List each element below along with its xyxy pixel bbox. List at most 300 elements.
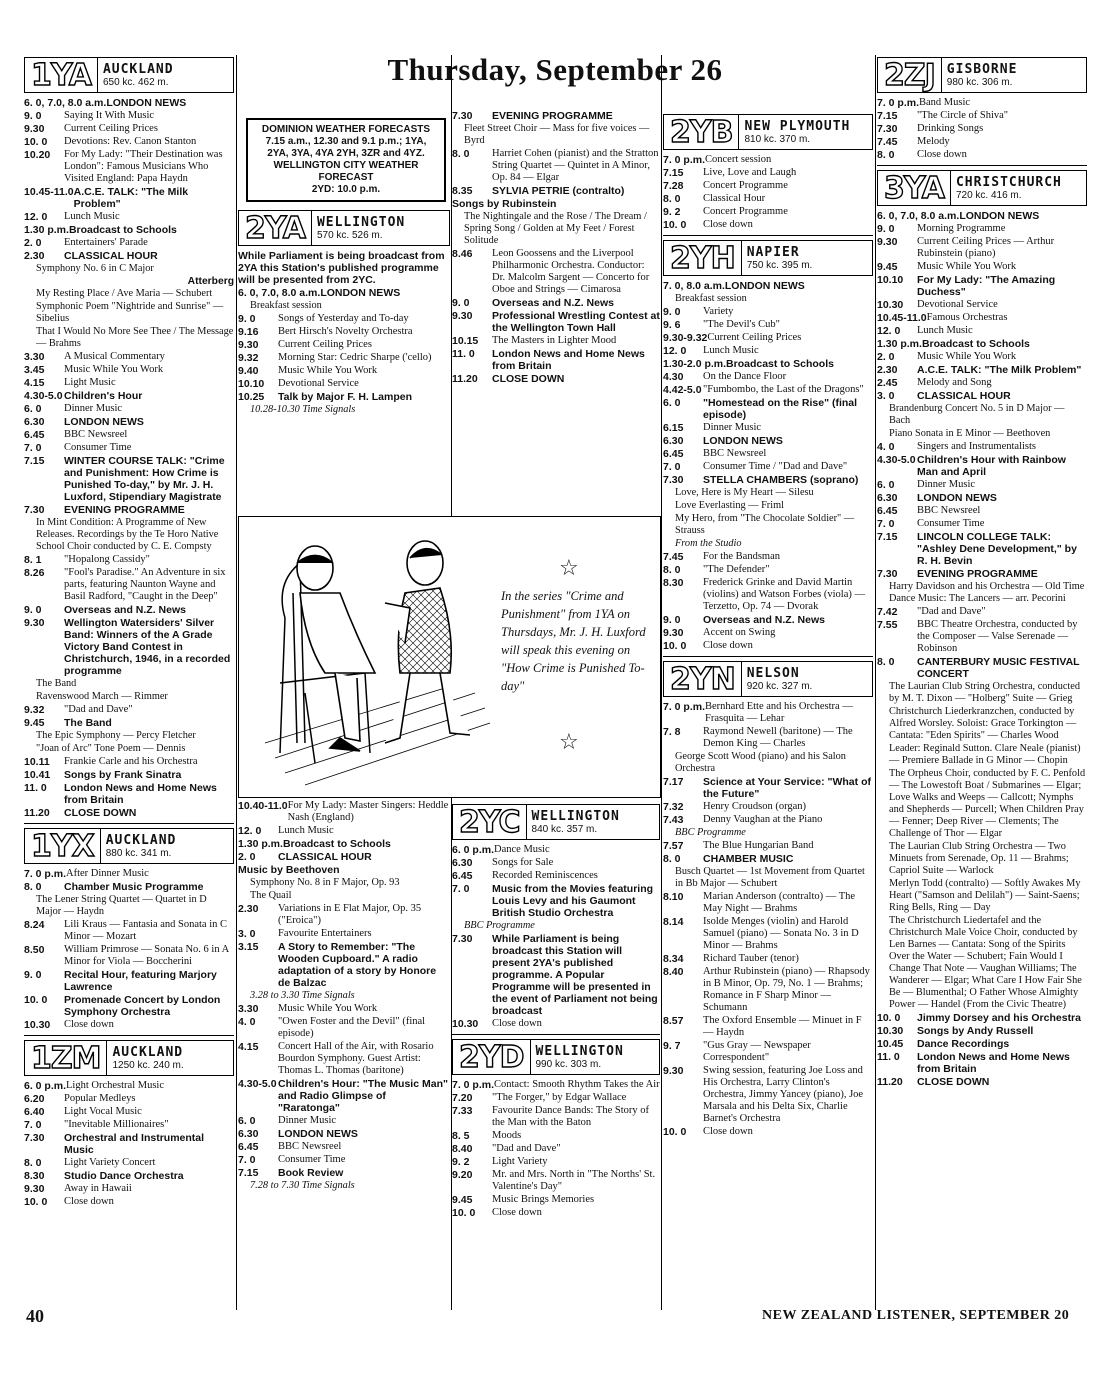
programme-title: Songs for Sale [492, 857, 554, 868]
programme-time: 9.30 [663, 1065, 684, 1077]
programme-row [24, 1170, 234, 1182]
programme-title: LONDON NEWS [320, 287, 401, 299]
programme-row [877, 325, 1087, 337]
programme-row [452, 1130, 660, 1142]
station-call: 1ZM [31, 1040, 101, 1076]
programme-row [24, 944, 234, 968]
programme-time: 8. 5 [452, 1130, 470, 1142]
programme-title: Classical Hour [703, 193, 766, 204]
programme-time: 6.15 [663, 422, 684, 434]
programme-title: Popular Medleys [64, 1093, 136, 1104]
station-header-2yb [663, 114, 873, 150]
station-header-3ya [877, 170, 1087, 206]
programme-list-2ya-evening [452, 110, 660, 385]
programme-row [663, 726, 873, 750]
programme-title: CLOSE DOWN [917, 1076, 990, 1088]
programme-title: The Masters in Lighter Mood [492, 335, 617, 346]
programme-title: STELLA CHAMBERS (soprano) [703, 474, 859, 486]
programme-row [877, 351, 1087, 363]
programme-time: 9.20 [452, 1169, 473, 1181]
programme-row [238, 352, 450, 364]
programme-title: Morning Programme [917, 223, 1006, 234]
programme-time: 9.30 [24, 123, 45, 135]
programme-title: Close down [703, 640, 753, 651]
programme-row [877, 377, 1087, 389]
station-frequency: 1250 kc. 240 m. [112, 1060, 184, 1071]
station-frequency: 920 kc. 327 m. [746, 681, 813, 692]
programme-title: "Owen Foster and the Devil" (final episode) [278, 1016, 426, 1039]
programme-row [452, 1018, 660, 1030]
programme-row [877, 492, 1087, 504]
programme-title: Away in Hawaii [64, 1183, 132, 1194]
programme-time: 7.17 [663, 776, 684, 788]
programme-row [238, 250, 450, 286]
programme-row [663, 461, 873, 473]
programme-title: CLASSICAL HOUR [917, 390, 1011, 402]
programme-title: Current Ceiling Prices [278, 339, 372, 350]
programme-title: Orchestral and Instrumental Music [64, 1132, 205, 1156]
programme-row [663, 448, 873, 460]
programme-row [24, 504, 234, 516]
programme-title: LONDON NEWS [106, 97, 187, 109]
station-frequency: 570 kc. 526 m. [316, 230, 383, 241]
programme-detail: The Laurian Club String Orchestra — Two Minuets from Serenade, Op. 11 — Brahms; Capriol Suite — Warlock [889, 841, 1069, 876]
programme-row [238, 365, 450, 377]
programme-row [663, 1065, 873, 1125]
programme-time: 7.45 [877, 136, 898, 148]
programme-row [877, 656, 1087, 680]
programme-row [24, 1106, 234, 1118]
programme-title: LONDON NEWS [64, 416, 144, 428]
programme-time: 8.46 [452, 248, 473, 260]
programme-title: Music Brings Memories [492, 1194, 595, 1205]
programme-time: 7.20 [452, 1092, 473, 1104]
programme-row [24, 136, 234, 148]
programme-title: William Primrose — Sonata No. 6 in A Minor for Viola — Boccherini [64, 944, 229, 967]
programme-time: 1.30 p.m. [24, 224, 69, 236]
programme-time: 2.45 [877, 377, 898, 389]
programme-title: CHAMBER MUSIC [703, 853, 794, 865]
programme-row [24, 567, 234, 603]
programme-time: 9.45 [877, 261, 898, 273]
programme-time: 9.30 [877, 236, 898, 248]
programme-time: 10.30 [877, 1025, 904, 1037]
programme-row [24, 1119, 234, 1131]
programme-title: Bert Hirsch's Novelty Orchestra [278, 326, 413, 337]
programme-time: 9.45 [24, 717, 45, 729]
programme-time: 10.10 [877, 274, 904, 286]
programme-row [663, 614, 873, 626]
programme-title: Music While You Work [278, 1003, 378, 1014]
programme-row [663, 966, 873, 1014]
programme-title: LONDON NEWS [724, 280, 805, 292]
programme-title: Marian Anderson (contralto) — The May Night — Brahms [703, 891, 856, 914]
programme-row [663, 397, 873, 421]
programme-row [663, 332, 873, 344]
programme-time: 8. 0 [663, 564, 681, 576]
programme-detail: Symphony No. 8 in F Major, Op. 93 [250, 877, 400, 888]
programme-row [238, 1141, 450, 1153]
programme-row [877, 299, 1087, 311]
programme-title: Concert Programme [703, 180, 788, 191]
programme-time: 9.32 [24, 704, 45, 716]
programme-time: 10.15 [452, 335, 479, 347]
programme-time: 1.30 p.m. [877, 338, 922, 350]
programme-title: For My Lady: "Their Destination was London": Famous Musicians Who Visited England: Papa Haydn [64, 149, 223, 184]
programme-title: "Hopalong Cassidy" [64, 554, 150, 565]
programme-list-2yc [452, 844, 660, 1030]
programme-detail: Christchurch Liederkranzchen, conducted by Alfred Worsley. Soloist: Grace Torkington — Cantata: "Eden Spirits" — Charles Wood [889, 706, 1077, 741]
programme-title: Bernhard Ette and his Orchestra — Frasquita — Lehar [705, 701, 853, 724]
programme-time: 4. 0 [877, 441, 895, 453]
column-rule [236, 55, 237, 1310]
programme-title: Favourite Entertainers [278, 928, 372, 939]
programme-time: 8. 0 [24, 1157, 42, 1169]
programme-row [877, 1051, 1087, 1075]
cartoon-illustration-box [238, 516, 661, 798]
programme-time: 7.30 [24, 504, 45, 516]
programme-row [24, 351, 234, 363]
programme-time: 9. 0 [24, 604, 42, 616]
programme-time: 3. 0 [238, 928, 256, 940]
programme-row [452, 248, 660, 296]
programme-time: 10.10 [238, 378, 265, 390]
programme-time: 2.30 [877, 364, 898, 376]
programme-title: Talk by Major F. H. Lampen [278, 391, 412, 403]
programme-row [24, 868, 234, 880]
programme-detail: Harry Davidson and his Orchestra — Old Time Dance Music: The Lancers — arr. Pecorini [889, 581, 1085, 604]
programme-title: Children's Hour [64, 390, 143, 402]
station-header-2yh [663, 240, 873, 276]
programme-time: 8. 1 [24, 554, 42, 566]
programme-title: Close down [64, 1196, 114, 1207]
programme-row [238, 1154, 450, 1166]
composer-credit: Atterberg [187, 276, 234, 287]
programme-time: 7. 0 p.m. [663, 154, 706, 166]
programme-time: 10.30 [452, 1018, 479, 1030]
programme-title: LONDON NEWS [703, 435, 783, 447]
weather-city: WELLINGTON CITY WEATHER FORECAST [273, 160, 419, 183]
programme-detail: Breakfast session [250, 300, 322, 311]
programme-row [877, 136, 1087, 148]
programme-row [452, 110, 660, 122]
programme-detail: Brandenburg Concert No. 5 in D Major — Bach [889, 403, 1065, 426]
programme-time: 12. 0 [238, 825, 262, 837]
programme-title: "Fool's Paradise." An Adventure in six parts, featuring Naunton Wayne and Basil Radford, "Caught in the Deep" [64, 567, 226, 602]
programme-title: Broadcast to Schools [282, 838, 391, 850]
programme-title: CANTERBURY MUSIC FESTIVAL CONCERT [917, 656, 1080, 680]
programme-time: 8. 0 [663, 853, 681, 865]
programme-time: 4. 0 [238, 1016, 256, 1028]
programme-title: "The Defender" [703, 564, 770, 575]
programme-title: Melody [917, 136, 950, 147]
programme-title: Songs by Frank Sinatra [64, 769, 182, 781]
programme-row [663, 193, 873, 205]
programme-row [238, 1003, 450, 1015]
programme-time: 7. 8 [663, 726, 681, 738]
programme-detail: The Christchurch Liedertafel and the Christchurch Male Voice Choir, conducted by Len Barnes — Cantata: Song of the Spirits Over the Water — Schubert; Fain Would I Change That Note — Vaughan Williams; The Wanderer — Elgar; What Care I How Fair She Be — Blumenthal; O Father Whose Almighty Power — Handel (From the Civic Theatre) [889, 915, 1082, 1010]
programme-time: 8.10 [663, 891, 684, 903]
programme-time: 10. 0 [24, 994, 48, 1006]
programme-row [24, 416, 234, 428]
programme-row [24, 617, 234, 677]
star-icon: ☆ [559, 555, 579, 580]
programme-time: 11.20 [452, 373, 478, 385]
programme-title: While Parliament is being broadcast from 2YA this Station's published programme will be presented from 2YC. [238, 250, 445, 286]
programme-time: 4.15 [24, 377, 45, 389]
programme-row [877, 441, 1087, 453]
programme-time: 3. 0 [877, 390, 895, 402]
programme-title: Devotions: Rev. Canon Stanton [64, 136, 197, 147]
programme-list-2yn [663, 701, 873, 1138]
programme-detail: Symphony No. 6 in C Major [36, 263, 154, 274]
programme-title: Light Variety Concert [64, 1157, 156, 1168]
programme-row [663, 1040, 873, 1064]
programme-row [452, 933, 660, 1017]
programme-row [877, 619, 1087, 655]
programme-title: BBC Newsreel [64, 429, 128, 440]
programme-title: Entertainers' Parade [64, 237, 148, 248]
programme-row [452, 1143, 660, 1155]
programme-row [452, 870, 660, 882]
programme-row [663, 306, 873, 318]
programme-row [663, 206, 873, 218]
programme-row [877, 338, 1087, 350]
programme-row [24, 224, 234, 236]
programme-title: Songs by Andy Russell [917, 1025, 1034, 1037]
programme-row [24, 455, 234, 503]
programme-detail: Ravenswood March — Rimmer [36, 691, 168, 702]
programme-detail: Merlyn Todd (contralto) — Softly Awakes My Heart ("Samson and Delilah") — Saint-Saens; Ring Bells, Ring — Day [889, 878, 1081, 913]
programme-row [663, 814, 873, 826]
programme-title: Morning Star: Cedric Sharpe ('cello) [278, 352, 432, 363]
programme-row [24, 704, 234, 716]
programme-title: Consumer Time [278, 1154, 346, 1165]
programme-title: LINCOLN COLLEGE TALK: "Ashley Dene Development," by R. H. Bevin [917, 531, 1077, 567]
programme-time: 6. 0, 7.0, 8.0 a.m. [238, 287, 321, 299]
programme-title: Lunch Music [917, 325, 973, 336]
programme-time: 7. 0 [663, 461, 681, 473]
programme-title: Famous Orchestras [926, 312, 1008, 323]
programme-time: 10. 0 [663, 219, 687, 231]
programme-time: 10. 0 [452, 1207, 476, 1219]
programme-row [238, 838, 450, 850]
programme-detail: The Nightingale and the Rose / The Dream / Spring Song / Golden at My Feet / Forest Solitude [464, 211, 647, 246]
programme-time: 8.40 [663, 966, 684, 978]
programme-time: 4.30-5.0 [238, 1078, 277, 1090]
programme-detail: 3.28 to 3.30 Time Signals [250, 990, 355, 1001]
programme-row [24, 429, 234, 441]
programme-time: 7.42 [877, 606, 898, 618]
programme-detail: BBC Programme [464, 920, 535, 931]
weather-forecast-box [246, 118, 446, 202]
station-city: WELLINGTON [535, 1044, 624, 1059]
programme-row [24, 769, 234, 781]
programme-row [663, 776, 873, 800]
programme-time: 6.20 [24, 1093, 45, 1105]
programme-title: BBC Newsreel [917, 505, 981, 516]
programme-list-1zm [24, 1080, 234, 1208]
station-city: CHRISTCHURCH [955, 175, 1062, 190]
programme-title: Studio Dance Orchestra [64, 1170, 184, 1182]
programme-title: Broadcast to Schools [921, 338, 1030, 350]
programme-time: 6.40 [24, 1106, 45, 1118]
programme-row [452, 1194, 660, 1206]
programme-title: Close down [703, 1126, 753, 1137]
programme-title: Music While You Work [278, 365, 378, 376]
programme-row [24, 1019, 234, 1031]
programme-title: The Blue Hungarian Band [703, 840, 814, 851]
programme-time: 12. 0 [877, 325, 901, 337]
programme-time: 8. 0 [877, 149, 895, 161]
programme-title: CLOSE DOWN [64, 807, 137, 819]
programme-title: Broadcast to Schools [726, 358, 834, 370]
programme-time: 12. 0 [663, 345, 687, 357]
cartoon-caption: In the series "Crime and Punishment" from 1YA on Thursdays, Mr. J. H. Luxford will speak this evening on "How Crime is Punished To-day" [501, 589, 646, 693]
programme-time: 7.30 [452, 933, 473, 945]
programme-time: 8. 0 [877, 656, 895, 668]
programme-title: Dinner Music [917, 479, 976, 490]
programme-time: 10. 0 [24, 1196, 48, 1208]
programme-title: While Parliament is being broadcast this Station will present 2YA's published programme. A Popular Programme will be presented in the event of Parliament not being broadcast [492, 933, 658, 1017]
station-call: 2YC [459, 804, 520, 840]
programme-row [452, 148, 660, 184]
programme-time: 7.30 [877, 123, 898, 135]
programme-title: Live, Love and Laugh [703, 167, 797, 178]
programme-time: 9. 0 [663, 614, 681, 626]
programme-row [877, 1012, 1087, 1024]
programme-time: 7. 0 p.m. [877, 97, 920, 109]
programme-time: 9. 0 [24, 969, 42, 981]
programme-time: 10.30 [24, 1019, 51, 1031]
programme-row [24, 881, 234, 893]
programme-row [24, 1080, 234, 1092]
station-call: 2YD [459, 1039, 524, 1075]
programme-row [877, 1076, 1087, 1088]
programme-time: 9. 6 [663, 319, 681, 331]
programme-row [238, 800, 450, 824]
programme-time: 10. 0 [663, 640, 687, 652]
programme-title: Consumer Time / "Dad and Dave" [703, 461, 848, 472]
programme-time: 2. 0 [238, 851, 256, 863]
programme-title: Overseas and N.Z. News [703, 614, 825, 626]
programme-row [452, 1156, 660, 1168]
programme-title: Melody and Song [917, 377, 992, 388]
programme-detail: Leader: Reginald Sutton. Clare Neale (pianist) — Premiere Ballade in G Minor — Chopin [889, 743, 1081, 766]
station-call: 2YA [245, 210, 305, 246]
programme-title: Songs of Yesterday and To-day [278, 313, 409, 324]
programme-time: 7. 0 [877, 518, 895, 530]
programme-title: Band Music [919, 97, 971, 108]
programme-title: Concert Hall of the Air, with Rosario Bourdon Symphony. Guest Artist: Thomas L. Thomas (baritone) [278, 1041, 434, 1076]
station-city: NAPIER [746, 245, 800, 260]
station-call: 1YA [31, 57, 91, 93]
programme-row [24, 554, 234, 566]
programme-time: 8.30 [663, 577, 684, 589]
programme-time: 3.45 [24, 364, 45, 376]
programme-title: Lunch Music [703, 345, 759, 356]
programme-time: 9.40 [238, 365, 259, 377]
programme-title: For My Lady: Master Singers: Heddle Nash (England) [287, 800, 449, 823]
station-call: 2YB [670, 114, 733, 150]
programme-row [24, 364, 234, 376]
programme-title: Swing session, featuring Joe Loss and His Orchestra, Larry Clinton's Orchestra, Jimmy Yancey (piano), Joe Marsala and his Delta Six, Charlie Barnet's Orchestra [703, 1065, 864, 1124]
column-3-lower [452, 802, 660, 1220]
programme-time: 4.15 [238, 1041, 259, 1053]
programme-time: 8.24 [24, 919, 45, 931]
programme-title: Light Music [64, 377, 116, 388]
programme-row [877, 454, 1087, 478]
star-icon: ☆ [559, 729, 579, 754]
programme-detail: That I Would No More See Thee / The Message — Brahms [36, 326, 234, 349]
programme-row [24, 994, 234, 1018]
station-city: NEW PLYMOUTH [744, 119, 851, 134]
programme-time: 8.14 [663, 916, 684, 928]
programme-title: Favourite Dance Bands: The Story of the Man with the Baton [492, 1105, 649, 1128]
programme-time: 7.15 [877, 110, 898, 122]
programme-detail: 7.28 to 7.30 Time Signals [250, 1180, 355, 1191]
programme-time: 6. 0 [238, 1115, 256, 1127]
programme-time: 9. 0 [24, 110, 42, 122]
programme-detail: My Resting Place / Ave Maria — Schubert [36, 288, 213, 299]
column-2-lower [238, 800, 450, 1193]
programme-row [663, 474, 873, 486]
programme-time: 10. 0 [24, 136, 48, 148]
programme-title: "Inevitable Millionaires" [64, 1119, 169, 1130]
programme-time: 11. 0 [452, 348, 475, 360]
programme-row [877, 390, 1087, 402]
programme-title: "Homestead on the Rise" (final episode) [703, 397, 858, 421]
programme-time: 6.30 [24, 416, 45, 428]
programme-row [238, 391, 450, 403]
programme-time: 4.30-5.0 [24, 390, 63, 402]
programme-time: 8. 0 [24, 881, 42, 893]
programme-row [877, 479, 1087, 491]
programme-row [452, 1105, 660, 1129]
programme-time: 4.30 [663, 371, 684, 383]
programme-row [452, 348, 660, 372]
programme-title: "The Circle of Shiva" [917, 110, 1009, 121]
programme-time: 9. 0 [877, 223, 895, 235]
programme-time: 9.30 [452, 310, 473, 322]
programme-time: 7.15 [24, 455, 45, 467]
programme-row [663, 280, 873, 292]
programme-row [238, 1016, 450, 1040]
programme-time: 7.57 [663, 840, 684, 852]
programme-title: Dinner Music [278, 1115, 337, 1126]
programme-detail: Love Everlasting — Friml [675, 500, 784, 511]
programme-title: Music While You Work [64, 364, 164, 375]
programme-title: Light Orchestral Music [66, 1080, 164, 1091]
programme-title: Lunch Music [278, 825, 334, 836]
programme-time: 8.40 [452, 1143, 473, 1155]
programme-title: Songs by Rubinstein [452, 198, 557, 210]
programme-row [877, 606, 1087, 618]
programme-row [877, 210, 1087, 222]
programme-title: LONDON NEWS [278, 1128, 358, 1140]
programme-time: 6. 0, 7.0, 8.0 a.m. [24, 97, 107, 109]
programme-time: 8. 0 [663, 193, 681, 205]
page-number: 40 [26, 1306, 44, 1326]
programme-time: 6.45 [663, 448, 684, 460]
programme-time: 4.30-5.0 [877, 454, 916, 466]
programme-row [24, 717, 234, 729]
programme-row [877, 518, 1087, 530]
programme-time: 9. 0 [663, 306, 681, 318]
programme-list-2zj [877, 97, 1087, 161]
programme-title: Accent on Swing [703, 627, 776, 638]
programme-time: 9. 2 [452, 1156, 470, 1168]
